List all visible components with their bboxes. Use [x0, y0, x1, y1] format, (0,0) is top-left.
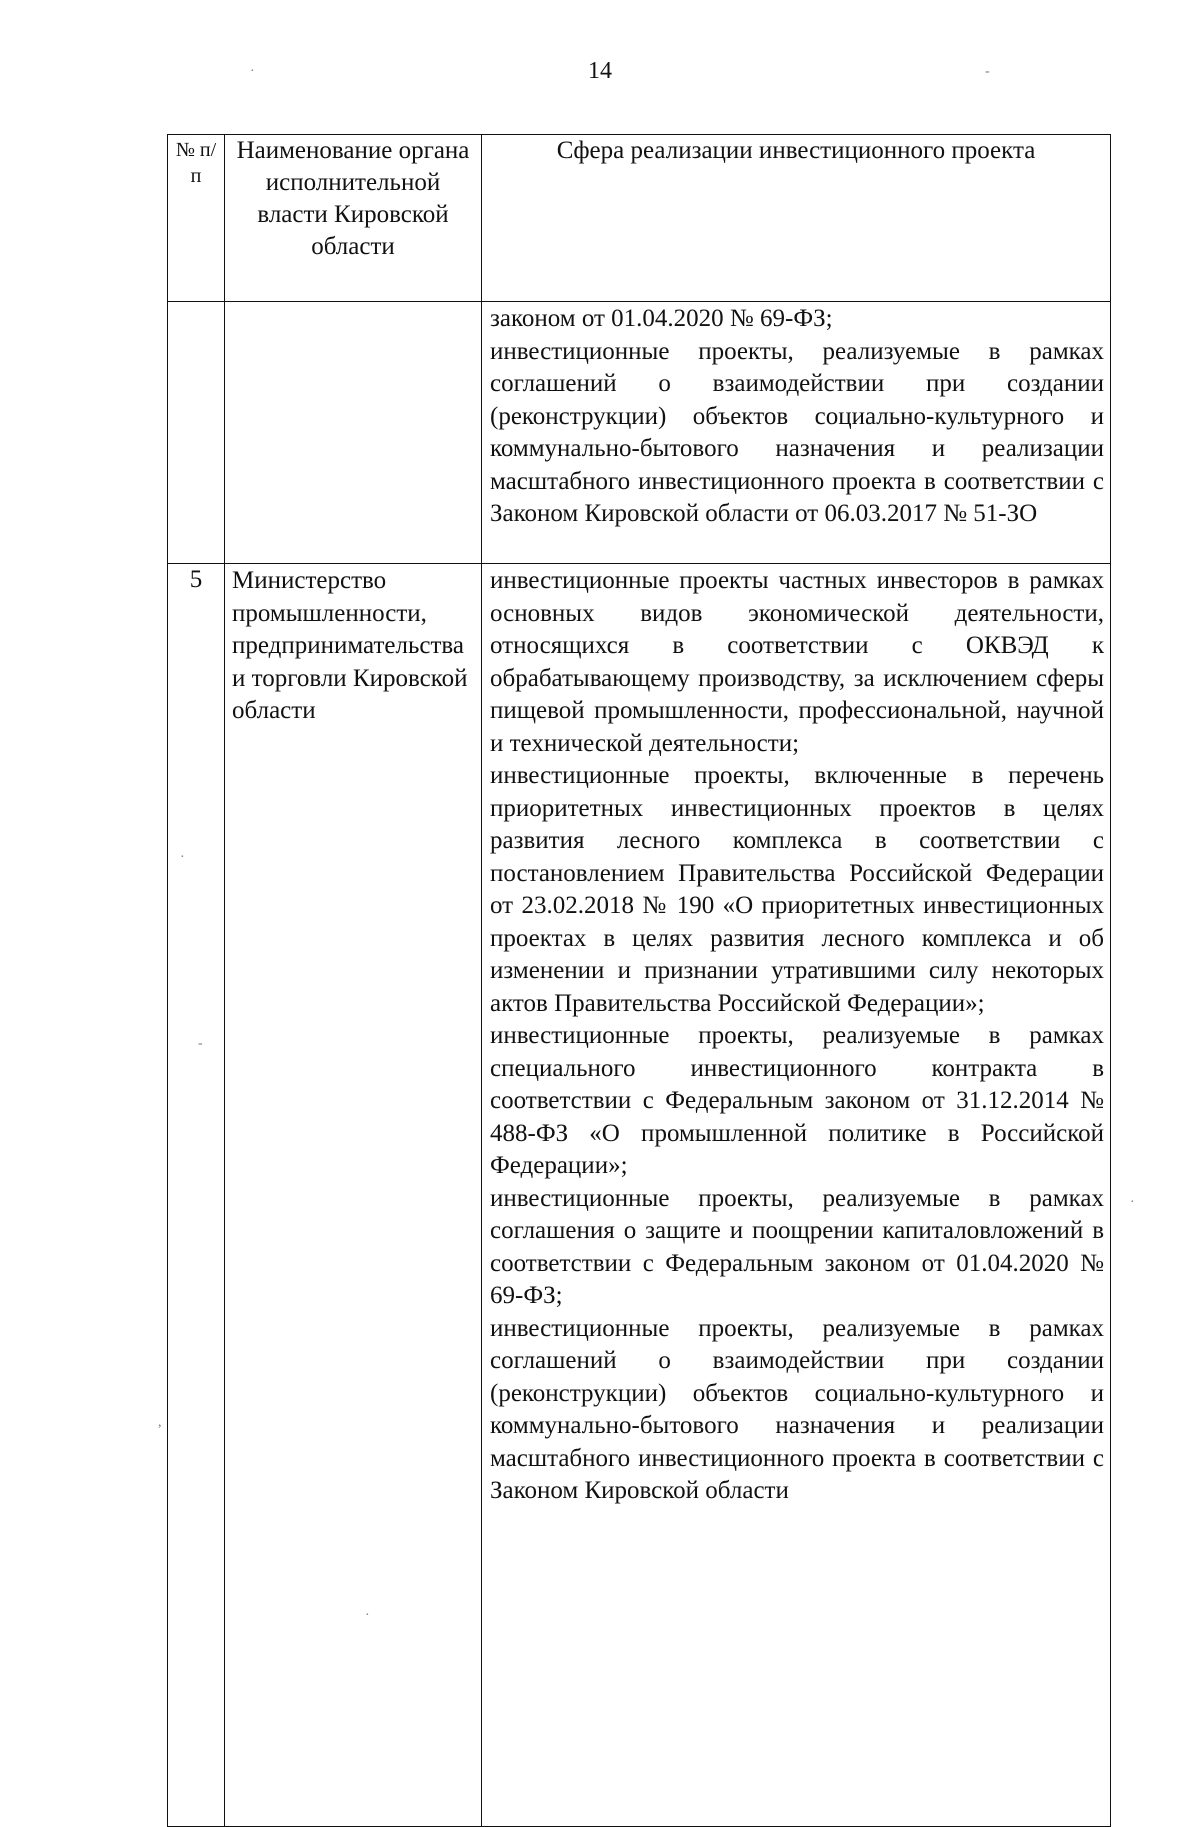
sphere-paragraph: инвестиционные проекты, реализуемые в рамках соглашений о взаимодействии при создании (реконструкции) объектов социально-культурного и коммунально-бытового назначения и реализации масштабного инвестиционного проекта в соответствии с Законом Кировской области — [490, 1314, 1104, 1504]
row-number — [168, 302, 225, 564]
sphere-paragraph: законом от 01.04.2020 № 69-ФЗ; — [490, 305, 833, 332]
scan-speck: · — [365, 1608, 370, 1623]
sphere-paragraph: инвестиционные проекты, реализуемые в рамках специального инвестиционного контракта в соответствии с Федеральным законом от 31.12.2014 № 488-ФЗ «О промышленной политике в Российской Федерации»; — [490, 1022, 1104, 1179]
scan-speck: - — [198, 1036, 203, 1051]
header-organ: Наименование органа исполнительной власти Кировской области — [225, 135, 482, 302]
sphere-paragraph: инвестиционные проекты частных инвесторов в рамках основных видов экономической деятельности, относящихся в соответствии с ОКВЭД к обрабатывающему производству, за исключением сферы пищевой промышленности, профессиональной, научной и технической деятельности; — [490, 567, 1104, 757]
investment-sphere-table — [167, 134, 1111, 1827]
scan-speck: , — [158, 1415, 162, 1430]
table-header-row — [168, 135, 1111, 302]
row-sphere — [482, 302, 1111, 564]
sphere-paragraph: инвестиционные проекты, реализуемые в рамках соглашения о защите и поощрении капиталовложений в соответствии с Федеральным законом от 01.04.2020 № 69-ФЗ; — [490, 1184, 1104, 1309]
row-sphere — [482, 564, 1111, 1827]
header-number: № п/п — [168, 135, 225, 302]
scan-speck: - — [985, 64, 990, 79]
row-number: 5 — [168, 564, 225, 1827]
header-sphere: Сфера реализации инвестиционного проекта — [482, 135, 1111, 302]
sphere-paragraph: инвестиционные проекты, включенные в перечень приоритетных инвестиционных проектов в целях развития лесного комплекса в соответствии с постановлением Правительства Российской Федерации от 23.02.2018 № 190 «О приоритетных инвестиционных проектах в целях развития лесного комплекса и об изменении и признании утратившими силу некоторых актов Правительства Российской Федерации»; — [490, 762, 1104, 1017]
table-row — [168, 564, 1111, 1827]
scan-speck: · — [1130, 1195, 1135, 1210]
page-number: 14 — [588, 58, 612, 84]
scan-speck: · — [180, 850, 185, 865]
sphere-paragraph: инвестиционные проекты, реализуемые в рамках соглашений о взаимодействии при создании (реконструкции) объектов социально-культурного и коммунально-бытового назначения и реализации масштабного инвестиционного проекта в соответствии с Законом Кировской области от 06.03.2017 № 51-ЗО — [490, 337, 1104, 527]
table-row — [168, 302, 1111, 564]
scan-speck: · — [250, 64, 255, 79]
row-organ: Министерство промышленности, предпринимательства и торговли Кировской области — [225, 564, 482, 1827]
row-organ — [225, 302, 482, 564]
